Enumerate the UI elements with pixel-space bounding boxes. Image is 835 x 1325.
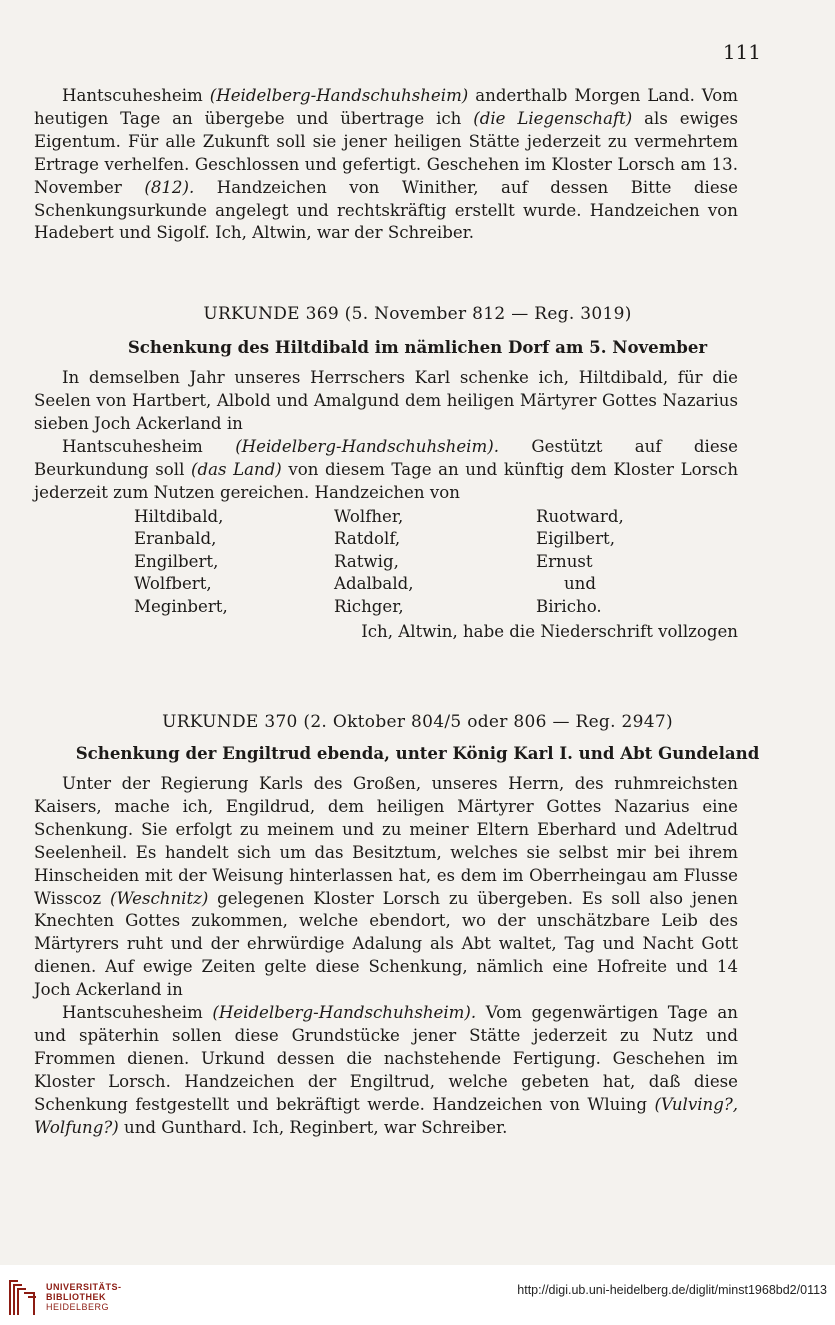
witness-row bbox=[134, 506, 624, 528]
witness-row bbox=[134, 573, 624, 595]
urkunde-369-heading: URKUNDE 369 (5. November 812 — Reg. 3019) bbox=[203, 304, 632, 324]
witness-name: Ratdolf, bbox=[334, 529, 401, 549]
urkunde-369-subheading: Schenkung des Hiltdibald im nämlichen Dorf am 5. November bbox=[127, 337, 708, 357]
place-gloss: (Heidelberg-Handschuhsheim). bbox=[235, 436, 499, 456]
witness-list bbox=[134, 506, 624, 618]
gloss: (Vulving?, Wolfung?) bbox=[34, 1094, 738, 1137]
witness-name: Ratwig, bbox=[334, 551, 399, 571]
place-gloss: (Heidelberg-Handschuhsheim). bbox=[212, 1003, 477, 1023]
source-url-link[interactable]: http://digi.ub.uni-heidelberg.de/diglit/minst1968bd2/0113 bbox=[517, 1283, 827, 1297]
witness-connector: und bbox=[564, 574, 596, 594]
urkunde-370-para2 bbox=[34, 1002, 738, 1139]
place-gloss: (Heidelberg-Handschuhsheim) bbox=[209, 86, 469, 105]
text: als ewiges Eigentum. Für alle Zukunft soll sie jener heiligen Stätte jederzeit zu vermehrtem Ertrage verhelfen. Geschlossen und gefertigt. Geschehen im Kloster Lorsch am 13. November bbox=[34, 108, 738, 197]
text: anderthalb Morgen Land. Vom heutigen Tage an übergebe und übertrage ich bbox=[34, 86, 738, 128]
witness-name: Adalbald, bbox=[334, 574, 414, 594]
text: Vom gegenwärtigen Tage an und späterhin sollen diese Grundstücke jener Stätte jederzeit zu Nutz und Frommen dienen. Urkund dessen die nachstehende Fertigung. Geschehen im Kloster Lorsch. Handzeichen der Engiltrud, welche gebeten hat, daß diese Schenkung festgestellt und bekräftigt werde. Handzeichen von Wluing bbox=[34, 1003, 738, 1114]
urkunde-369-closing: Ich, Altwin, habe die Niederschrift vollzogen bbox=[361, 622, 738, 641]
text: Handzeichen von Winither, auf dessen Bitte diese Schenkungsurkunde angelegt und rechtskräftig erstellt wurde. Handzeichen von Hadebert und Sigolf. Ich, Altwin, war der Schreiber. bbox=[34, 177, 738, 243]
witness-name: Engilbert, bbox=[134, 551, 219, 571]
urkunde-369-para2 bbox=[34, 436, 738, 505]
gloss: (das Land) bbox=[190, 459, 282, 479]
witness-name: Biricho. bbox=[536, 596, 602, 616]
text: Gestützt auf diese Beurkundung soll bbox=[34, 436, 738, 479]
digitization-footer bbox=[0, 1265, 835, 1325]
library-logo-text bbox=[46, 1282, 122, 1312]
witness-name: Richger, bbox=[334, 596, 404, 616]
place-name: Hantscuhesheim bbox=[62, 1003, 203, 1023]
page-number: 111 bbox=[722, 40, 761, 64]
logo-line: HEIDELBERG bbox=[46, 1302, 110, 1312]
urkunde-370-body bbox=[34, 773, 738, 1140]
witness-name: Eranbald, bbox=[134, 529, 217, 549]
logo-line: UNIVERSITÄTS- bbox=[46, 1282, 122, 1292]
witness-name: Meginbert, bbox=[134, 596, 228, 616]
witness-name: Eigilbert, bbox=[536, 529, 615, 549]
gloss: (die Liegenschaft) bbox=[473, 108, 633, 128]
text: Unter der Regierung Karls des Großen, unseres Herrn, des ruhmreichsten Kaisers, mache ich, Engildrud, dem heiligen Märtyrer Gottes Nazarius eine Schenkung. Sie erfolgt zu meinem und zu meiner Eltern Eberhard und Adeltrud Seelenheil. Es handelt sich um das Besitztum, welches sie selbst mir bei ihrem Hinscheiden mit der Weisung hinterlassen hat, es dem im Oberrheingau am Flusse Wisscoz bbox=[34, 774, 738, 908]
place-name: Hantscuhesheim bbox=[62, 436, 203, 456]
urkunde-369-closing-block bbox=[34, 621, 738, 644]
urkunde-369-body bbox=[34, 367, 738, 504]
witness-name: Hiltdibald, bbox=[134, 507, 224, 526]
text: von diesem Tage an und künftig dem Kloster Lorsch jederzeit zum Nutzen gereichen. Handzeichen von bbox=[34, 459, 739, 502]
year: (812). bbox=[144, 177, 195, 197]
witness-row bbox=[134, 551, 624, 573]
place-name: Hantscuhesheim bbox=[62, 86, 203, 105]
logo-line: BIBLIOTHEK bbox=[46, 1292, 106, 1302]
witness-name: Ruotward, bbox=[536, 507, 624, 526]
urkunde-370-heading: URKUNDE 370 (2. Oktober 804/5 oder 806 — Reg. 2947) bbox=[162, 712, 673, 732]
intro-paragraph bbox=[34, 85, 738, 245]
witness-row bbox=[134, 528, 624, 550]
witness-name: Wolfbert, bbox=[134, 574, 212, 594]
witness-name: Wolfher, bbox=[334, 507, 404, 526]
witness-name: Ernust bbox=[536, 551, 593, 571]
urkunde-370-para1 bbox=[34, 773, 738, 1002]
gloss: (Weschnitz) bbox=[109, 888, 209, 908]
text: gelegenen Kloster Lorsch zu übergeben. Es soll also jenen Knechten Gottes zukommen, welche ebendort, wo der unschätzbare Leib des Märtyrers ruht und der ehrwürdige Adalung als Abt waltet, Tag und Nacht Gott dienen. Auf ewige Zeiten gelte diese Schenkung, nämlich eine Hofreite und 14 Joch Ackerland in bbox=[34, 888, 738, 1000]
urkunde-369-para1: In demselben Jahr unseres Herrschers Karl schenke ich, Hiltdibald, für die Seelen von Hartbert, Albold und Amalgund dem heiligen Märtyrer Gottes Nazarius sieben Joch Ackerland in bbox=[34, 368, 738, 433]
witness-row bbox=[134, 596, 624, 618]
library-logo-icon[interactable] bbox=[8, 1277, 38, 1317]
urkunde-370-subheading: Schenkung der Engiltrud ebenda, unter König Karl I. und Abt Gundeland bbox=[75, 743, 760, 763]
text: und Gunthard. Ich, Reginbert, war Schreiber. bbox=[124, 1117, 508, 1137]
